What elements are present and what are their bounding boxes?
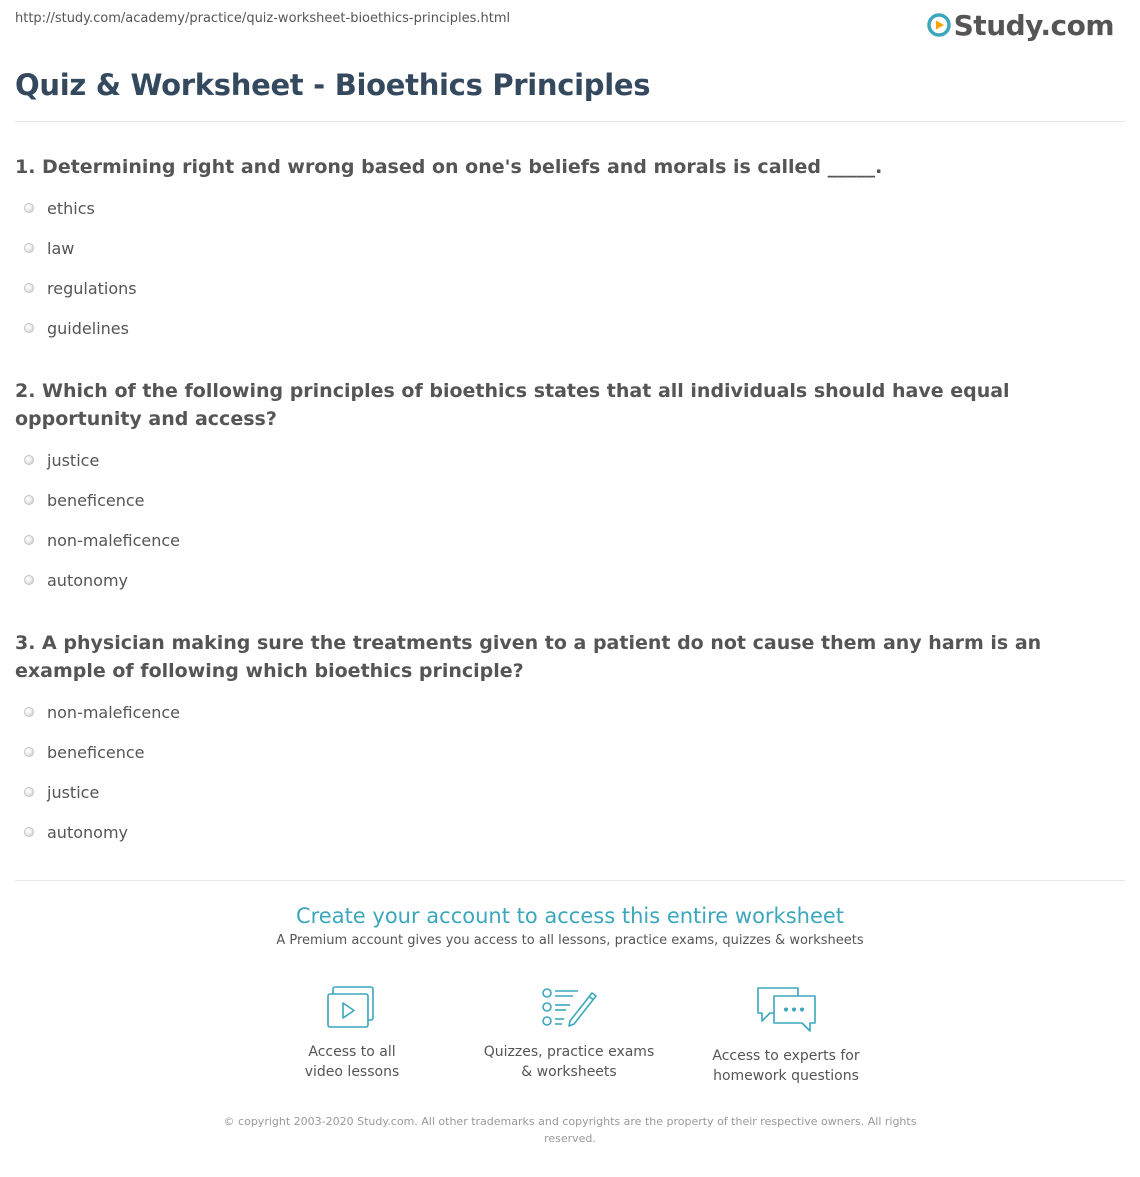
radio-button[interactable] xyxy=(24,747,34,757)
choice-label: autonomy xyxy=(47,822,128,842)
radio-button[interactable] xyxy=(24,455,34,465)
chat-bubbles-icon xyxy=(754,985,818,1035)
header-divider xyxy=(15,121,1125,122)
radio-button[interactable] xyxy=(24,495,34,505)
question-text: 1. Determining right and wrong based on one's beliefs and morals is called _____. xyxy=(15,156,883,178)
answer-choice[interactable] xyxy=(15,228,1115,268)
study-logo[interactable] xyxy=(927,8,1114,42)
promo-divider xyxy=(15,880,1125,881)
copyright-notice: © copyright 2003-2020 Study.com. All other trademarks and copyrights are the property of their respective owners. All rights reserved. xyxy=(223,1115,917,1145)
feature-label: Quizzes, practice exams & worksheets xyxy=(483,1044,655,1080)
promo-title[interactable]: Create your account to access this entire worksheet xyxy=(295,904,845,928)
answer-choice[interactable] xyxy=(15,772,1115,812)
question-2 xyxy=(15,377,1115,600)
logo-text: Study.com xyxy=(953,8,1114,42)
answer-choice[interactable] xyxy=(15,480,1115,520)
choice-label: ethics xyxy=(47,198,95,218)
play-circle-icon xyxy=(927,13,951,37)
choice-label: justice xyxy=(47,782,100,802)
feature-quizzes xyxy=(469,985,669,1082)
radio-button[interactable] xyxy=(24,203,34,213)
choice-label: guidelines xyxy=(47,318,129,338)
answer-choices xyxy=(15,440,1115,600)
answer-choice[interactable] xyxy=(15,732,1115,772)
radio-button[interactable] xyxy=(24,787,34,797)
choice-label: autonomy xyxy=(47,570,128,590)
answer-choice[interactable] xyxy=(15,812,1115,852)
radio-button[interactable] xyxy=(24,827,34,837)
answer-choices xyxy=(15,692,1115,852)
feature-label: Access to experts for homework questions xyxy=(712,1048,860,1084)
choice-label: justice xyxy=(47,450,100,470)
promo-subtitle: A Premium account gives you access to all lessons, practice exams, quizzes & worksheets xyxy=(276,933,864,948)
answer-choice[interactable] xyxy=(15,560,1115,600)
page-url: http://study.com/academy/practice/quiz-worksheet-bioethics-principles.html xyxy=(15,11,511,26)
question-1 xyxy=(15,153,1115,348)
question-3 xyxy=(15,629,1115,852)
radio-button[interactable] xyxy=(24,707,34,717)
radio-button[interactable] xyxy=(24,575,34,585)
radio-button[interactable] xyxy=(24,283,34,293)
feature-experts xyxy=(686,985,886,1086)
page-title: Quiz & Worksheet - Bioethics Principles xyxy=(15,68,651,102)
premium-promo xyxy=(0,900,1140,948)
radio-button[interactable] xyxy=(24,323,34,333)
quiz-checklist-icon xyxy=(540,985,598,1031)
choice-label: beneficence xyxy=(47,742,145,762)
question-text: 2. Which of the following principles of bioethics states that all individuals should have equal opportunity and access? xyxy=(15,380,1010,430)
answer-choices xyxy=(15,188,1115,348)
choice-label: beneficence xyxy=(47,490,145,510)
answer-choice[interactable] xyxy=(15,308,1115,348)
feature-list xyxy=(0,985,1140,1085)
radio-button[interactable] xyxy=(24,535,34,545)
feature-label: Access to all video lessons xyxy=(304,1044,400,1080)
radio-button[interactable] xyxy=(24,243,34,253)
answer-choice[interactable] xyxy=(15,692,1115,732)
choice-label: regulations xyxy=(47,278,137,298)
answer-choice[interactable] xyxy=(15,520,1115,560)
question-text: 3. A physician making sure the treatments given to a patient do not cause them any harm is an example of following which bioethics principle? xyxy=(15,632,1042,682)
answer-choice[interactable] xyxy=(15,268,1115,308)
choice-label: law xyxy=(47,238,75,258)
answer-choice[interactable] xyxy=(15,188,1115,228)
choice-label: non-maleficence xyxy=(47,702,181,722)
answer-choice[interactable] xyxy=(15,440,1115,480)
choice-label: non-maleficence xyxy=(47,530,181,550)
feature-video-lessons xyxy=(252,985,452,1082)
video-lessons-icon xyxy=(326,985,378,1031)
